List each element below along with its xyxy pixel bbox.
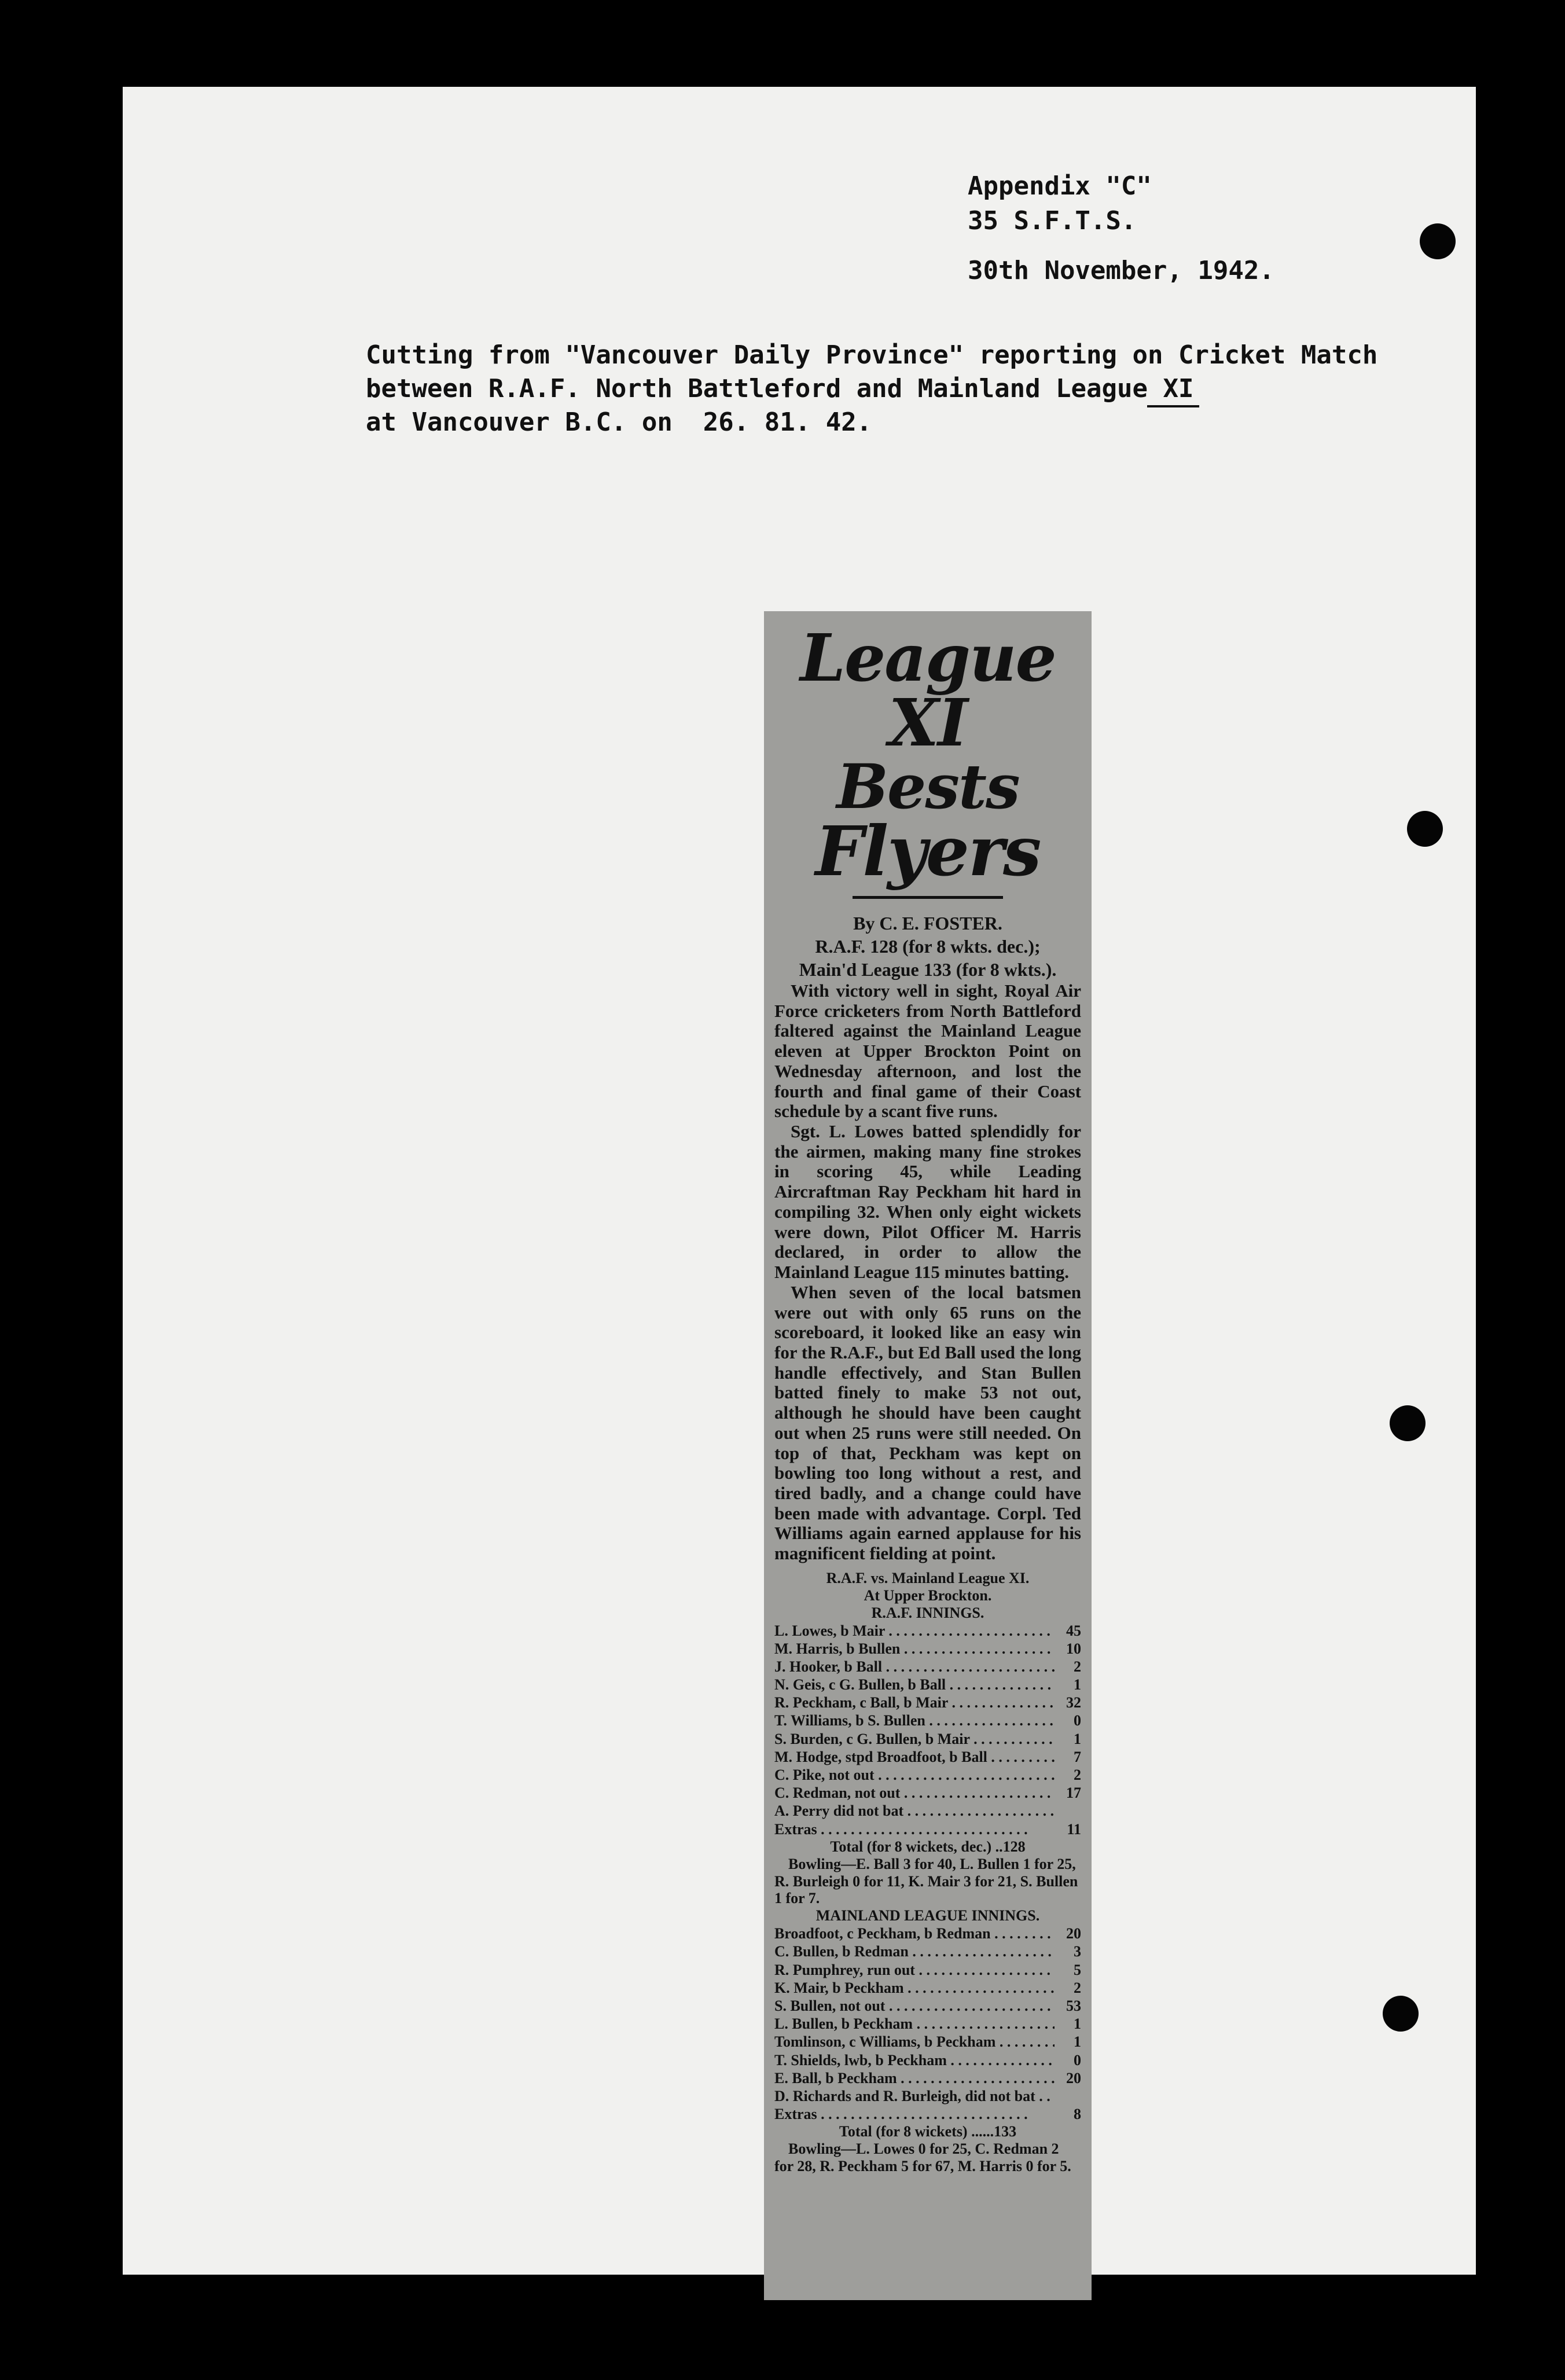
- batsman-name: E. Ball, b Peckham . . .: [774, 2069, 1055, 2087]
- batsman-name: L. Bullen, b Peckham . . .: [774, 2015, 1055, 2033]
- batsman-name: Extras . . .: [774, 1820, 1055, 1838]
- batsman-name: M. Harris, b Bullen . . .: [774, 1640, 1055, 1658]
- scorecard-row: [774, 1676, 1081, 1694]
- scorecard-row: [774, 1640, 1081, 1658]
- scorecard-row: [774, 1784, 1081, 1802]
- byline: By C. E. FOSTER.: [853, 913, 1002, 934]
- batsman-runs: 10: [1066, 1640, 1081, 1657]
- scorecard-row: [774, 1730, 1081, 1748]
- scorecard-row: [774, 2015, 1081, 2033]
- scorecard-row: [774, 1748, 1081, 1766]
- batsman-runs: [1055, 1802, 1081, 1820]
- batsman-name: A. Perry did not bat . . .: [774, 1802, 1055, 1820]
- article-paragraph: Sgt. L. Lowes batted splendidly for the airmen, making many fine strokes in scoring 45, while Leading Aircraftman Ray Peckham hit hard in compiling 32. When only eight wickets were down, Pilot Officer M. Harris declared, in order to allow the Mainland League 115 minutes batting.: [774, 1121, 1081, 1283]
- batsman-runs: 0: [1074, 1712, 1081, 1729]
- caption-line-1: Cutting from "Vancouver Daily Province" reporting on Cricket Match: [366, 340, 1378, 370]
- batsman-runs: 1: [1074, 2015, 1081, 2033]
- punch-hole: [1390, 1405, 1426, 1441]
- mainland-innings-table: [764, 1924, 1092, 2123]
- scorecard-title: R.A.F. vs. Mainland League XI.: [826, 1569, 1030, 1586]
- batsman-runs: 17: [1066, 1784, 1081, 1802]
- scorecard-row: [774, 2087, 1081, 2105]
- article-paragraph: When seven of the local batsmen were out with only 65 runs on the scoreboard, it looked like an easy win for the R.A.F., but Ed Ball used the long handle effectively, and Stan Bullen batted finely to make 53 not out, although he should have been caught out when 25 runs were still needed. On top of that, Peckham was kept on bowling too long without a rest, and tired badly, and a change could have been made with advantage. Corpl. Ted Williams again earned applause for his magnificent fielding at point.: [774, 1281, 1081, 1564]
- raf-innings-table: [764, 1622, 1092, 1838]
- batsman-name: T. Williams, b S. Bullen . . .: [774, 1711, 1055, 1729]
- batsman-name: J. Hooker, b Ball . . .: [774, 1658, 1055, 1676]
- batsman-name: Extras . . .: [774, 2105, 1055, 2123]
- raf-bowling: Bowling—E. Ball 3 for 40, L. Bullen 1 for 25, R. Burleigh 0 for 11, K. Mair 3 for 21, S. Bullen 1 for 7.: [774, 1855, 1078, 1907]
- batsman-name: R. Peckham, c Ball, b Mair . . .: [774, 1694, 1055, 1711]
- scorecard-row: [774, 1979, 1081, 1997]
- batsman-runs: [1055, 2087, 1081, 2105]
- scorecard-row: [774, 1802, 1081, 1820]
- batsman-name: L. Lowes, b Mair . . .: [774, 1622, 1055, 1640]
- scorecard-row: [774, 2051, 1081, 2069]
- headline-line-3: Flyers: [815, 811, 1041, 891]
- headline-line-1: League XI: [800, 620, 1056, 761]
- batsman-runs: 8: [1074, 2106, 1081, 2123]
- batsman-name: N. Geis, c G. Bullen, b Ball . . .: [774, 1676, 1055, 1694]
- batsman-name: C. Bullen, b Redman . . .: [774, 1942, 1055, 1960]
- headline-rule: [853, 896, 1003, 899]
- appendix-label: Appendix "C": [968, 171, 1152, 201]
- batsman-name: S. Burden, c G. Bullen, b Mair . . .: [774, 1730, 1055, 1748]
- scorecard-row: [774, 1942, 1081, 1960]
- batsman-runs: 5: [1074, 1961, 1081, 1978]
- batsman-runs: 1: [1074, 2033, 1081, 2051]
- scorecard-row: [774, 2105, 1081, 2123]
- batsman-runs: 2: [1074, 1979, 1081, 1996]
- punch-hole: [1420, 223, 1456, 259]
- newspaper-clipping: [764, 611, 1092, 2300]
- caption-line-3: at Vancouver B.C. on 26. 81. 42.: [366, 407, 872, 437]
- score-summary-2: Main'd League 133 (for 8 wkts.).: [799, 959, 1057, 980]
- scorecard-row: [774, 1997, 1081, 2015]
- batsman-name: M. Hodge, stpd Broadfoot, b Ball . . .: [774, 1748, 1055, 1766]
- unit-label: 35 S.F.T.S.: [968, 206, 1137, 236]
- mainland-bowling: Bowling—L. Lowes 0 for 25, C. Redman 2 for 28, R. Peckham 5 for 67, M. Harris 0 for 5.: [774, 2140, 1071, 2175]
- mainland-innings-heading: MAINLAND LEAGUE INNINGS.: [815, 1907, 1040, 1924]
- document-date: 30th November, 1942.: [968, 256, 1274, 285]
- batsman-runs: 20: [1066, 2069, 1081, 2087]
- batsman-runs: 0: [1074, 2051, 1081, 2069]
- scorecard-row: [774, 1694, 1081, 1711]
- raf-innings-heading: R.A.F. INNINGS.: [871, 1604, 984, 1621]
- batsman-runs: 45: [1066, 1622, 1081, 1639]
- batsman-name: D. Richards and R. Burleigh, did not bat . . .: [774, 2087, 1055, 2105]
- batsman-name: Broadfoot, c Peckham, b Redman . . .: [774, 1924, 1055, 1942]
- batsman-runs: 1: [1074, 1730, 1081, 1747]
- batsman-name: C. Redman, not out . . .: [774, 1784, 1055, 1802]
- headline-line-2: Bests: [836, 750, 1019, 822]
- score-summary-1: R.A.F. 128 (for 8 wkts. dec.);: [815, 936, 1041, 957]
- scorecard-row: [774, 1658, 1081, 1676]
- scorecard-row: [774, 2069, 1081, 2087]
- batsman-name: S. Bullen, not out . . .: [774, 1997, 1055, 2015]
- batsman-runs: 32: [1066, 1694, 1081, 1711]
- punch-hole: [1383, 1996, 1419, 2032]
- caption-line-2: between R.A.F. North Battleford and Mainland League XI: [366, 374, 1194, 403]
- batsman-runs: 11: [1067, 1820, 1081, 1838]
- batsman-name: K. Mair, b Peckham . . .: [774, 1979, 1055, 1997]
- batsman-runs: 2: [1074, 1766, 1081, 1784]
- scorecard-row: [774, 1766, 1081, 1784]
- batsman-name: Tomlinson, c Williams, b Peckham . . .: [774, 2033, 1055, 2051]
- batsman-runs: 7: [1074, 1748, 1081, 1765]
- scorecard-row: [774, 1924, 1081, 1942]
- document-page: [123, 87, 1476, 2275]
- batsman-runs: 20: [1066, 1925, 1081, 1942]
- scorecard-row: [774, 1961, 1081, 1979]
- mainland-total: Total (for 8 wickets) ......133: [839, 2123, 1017, 2140]
- scorecard-row: [774, 1820, 1081, 1838]
- batsman-runs: 3: [1074, 1943, 1081, 1960]
- punch-hole: [1407, 811, 1443, 847]
- batsman-name: T. Shields, lwb, b Peckham . . .: [774, 2051, 1055, 2069]
- batsman-name: C. Pike, not out . . .: [774, 1766, 1055, 1784]
- scorecard-row: [774, 1711, 1081, 1729]
- scorecard-venue: At Upper Brockton.: [864, 1586, 992, 1604]
- raf-total: Total (for 8 wickets, dec.) ..128: [830, 1838, 1026, 1855]
- scorecard-row: [774, 1622, 1081, 1640]
- batsman-runs: 1: [1074, 1676, 1081, 1694]
- scorecard-row: [774, 2033, 1081, 2051]
- batsman-name: R. Pumphrey, run out . . .: [774, 1961, 1055, 1979]
- article-paragraph: With victory well in sight, Royal Air Force cricketers from North Battleford faltered against the Mainland League eleven at Upper Brockton Point on Wednesday afternoon, and lost the fourth and final game of their Coast schedule by a scant five runs.: [774, 980, 1081, 1122]
- batsman-runs: 53: [1066, 1997, 1081, 2014]
- caption-underline: [1147, 405, 1199, 407]
- batsman-runs: 2: [1074, 1658, 1081, 1675]
